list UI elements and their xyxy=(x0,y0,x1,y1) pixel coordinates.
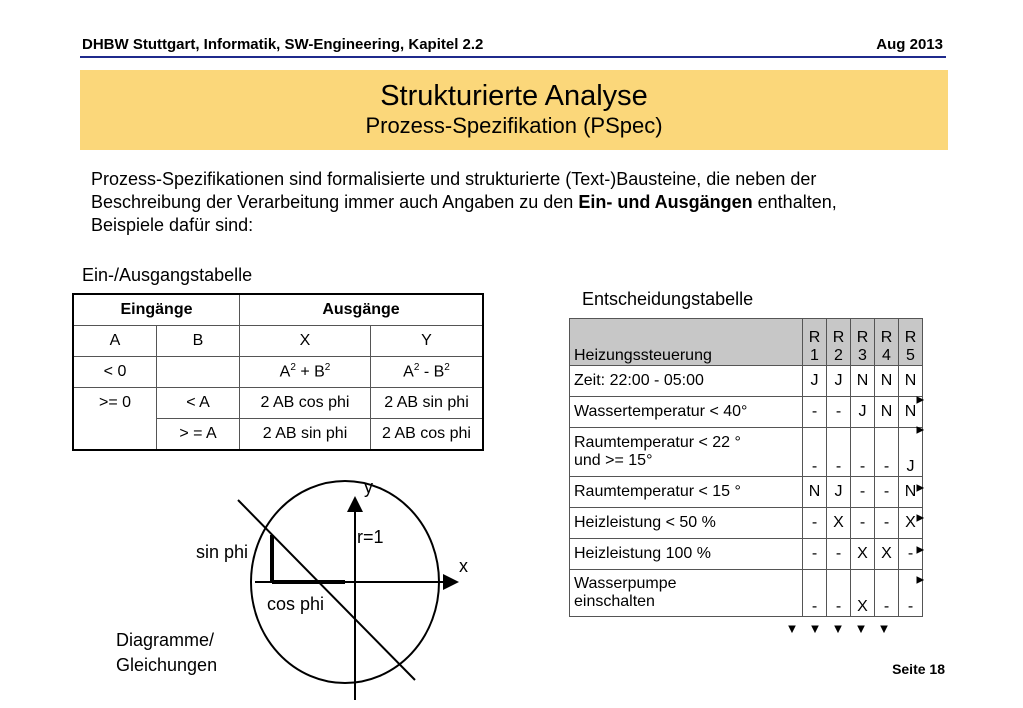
rule-cell: X xyxy=(827,508,851,539)
slide-title: Strukturierte Analyse xyxy=(380,80,648,112)
io-cell: < A xyxy=(157,388,240,419)
io-cell-formula-x: $A^2 + B^2$ xyxy=(240,357,371,388)
rule-cell: X xyxy=(851,570,875,617)
page-number: Seite 18 xyxy=(892,661,945,677)
diagram-caption-1: Diagramme/ xyxy=(116,630,215,650)
action-label: Heizleistung 100 % xyxy=(570,539,803,570)
rule-cell: - xyxy=(875,508,899,539)
rule-cell: N xyxy=(875,397,899,428)
arrow-down-icon xyxy=(789,626,795,632)
rule-cell: - xyxy=(827,570,851,617)
rule-header: R 4 xyxy=(875,319,899,366)
arrow-right-icon xyxy=(917,515,923,521)
io-cell: >= 0 xyxy=(73,388,157,451)
condition-label: Raumtemperatur < 15 ° xyxy=(570,477,803,508)
arrow-down-icon xyxy=(858,626,864,632)
rule-cell: - xyxy=(851,428,875,477)
rule-cell: J xyxy=(899,428,923,477)
rule-cell: X xyxy=(899,508,923,539)
cos-label: cos phi xyxy=(267,594,325,614)
rule-cell: - xyxy=(803,428,827,477)
rule-header: R 3 xyxy=(851,319,875,366)
rule-cell: - xyxy=(803,570,827,617)
io-cell: > = A xyxy=(157,419,240,451)
rule-header: R 2 xyxy=(827,319,851,366)
rule-cell: X xyxy=(875,539,899,570)
io-col-x: X xyxy=(240,326,371,357)
x-axis-label: x xyxy=(459,556,468,576)
rule-cell: - xyxy=(803,397,827,428)
condition-label: Zeit: 22:00 - 05:00 xyxy=(570,366,803,397)
rule-cell: J xyxy=(851,397,875,428)
rule-cell: N xyxy=(899,366,923,397)
header-date: Aug 2013 xyxy=(876,36,943,53)
slide-subtitle: Prozess-Spezifikation (PSpec) xyxy=(365,113,663,138)
diagram-caption-2: Gleichungen xyxy=(116,655,218,675)
rule-cell: - xyxy=(899,539,923,570)
rule-cell: - xyxy=(827,428,851,477)
condition-label: Raumtemperatur < 22 ° und >= 15° xyxy=(570,428,803,477)
arrow-right-icon xyxy=(917,485,923,491)
rule-cell: N xyxy=(899,397,923,428)
rule-cell: - xyxy=(851,477,875,508)
rule-cell: N xyxy=(875,366,899,397)
action-label: Heizleistung < 50 % xyxy=(570,508,803,539)
rule-cell: N xyxy=(803,477,827,508)
io-header-outputs: Ausgänge xyxy=(240,294,484,326)
rule-cell: J xyxy=(827,477,851,508)
rule-cell: - xyxy=(875,477,899,508)
io-header-inputs: Eingänge xyxy=(73,294,240,326)
rule-cell: - xyxy=(899,570,923,617)
header-course: DHBW Stuttgart, Informatik, SW-Engineering, Kapitel 2.2 xyxy=(82,36,484,53)
rule-cell: - xyxy=(827,397,851,428)
io-cell: 2 AB cos phi xyxy=(371,419,484,451)
arrow-right-icon xyxy=(917,577,923,583)
sin-label: sin phi xyxy=(196,542,249,562)
decision-table-label: Entscheidungstabelle xyxy=(582,289,754,309)
io-col-a: A xyxy=(73,326,157,357)
arrow-down-icon xyxy=(812,626,818,632)
rule-cell: J xyxy=(803,366,827,397)
rule-cell: - xyxy=(851,508,875,539)
radius-label: r=1 xyxy=(357,527,384,547)
rule-cell: - xyxy=(875,428,899,477)
io-cell: 2 AB cos phi xyxy=(240,388,371,419)
rule-cell: X xyxy=(851,539,875,570)
rule-header: R 1 xyxy=(803,319,827,366)
arrow-right-icon xyxy=(917,547,923,553)
rule-cell: N xyxy=(851,366,875,397)
y-axis-label: y xyxy=(364,477,373,497)
io-cell: 2 AB sin phi xyxy=(371,388,484,419)
io-cell: 2 AB sin phi xyxy=(240,419,371,451)
rule-cell: - xyxy=(803,508,827,539)
rule-cell: J xyxy=(827,366,851,397)
arrow-right-icon xyxy=(917,397,923,403)
io-cell-formula-y: $A^2 - B^2$ xyxy=(371,357,484,388)
arrow-right-icon xyxy=(917,427,923,433)
rule-cell: N xyxy=(899,477,923,508)
rule-cell: - xyxy=(827,539,851,570)
intro-bold: Ein- und Ausgängen xyxy=(578,192,753,212)
rule-cell: - xyxy=(875,570,899,617)
arrow-down-icon xyxy=(881,626,887,632)
intro-part1: Prozess-Spezifikationen sind formalisierte und strukturierte (Text-)Bausteine, die neben der Beschreibung der Verarbeitung immer auch Angaben zu den xyxy=(91,169,817,212)
intro-part2: enthalten, Beispiele dafür sind: xyxy=(91,192,837,235)
rule-header: R 5 xyxy=(899,319,923,366)
io-cell: < 0 xyxy=(73,357,157,388)
rule-cell: - xyxy=(803,539,827,570)
arrow-down-icon xyxy=(835,626,841,632)
condition-label: Wassertemperatur < 40° xyxy=(570,397,803,428)
io-table-label: Ein-/Ausgangstabelle xyxy=(82,265,253,285)
action-label: Wasserpumpe einschalten xyxy=(570,570,803,617)
io-col-y: Y xyxy=(371,326,484,357)
decision-header-title: Heizungssteuerung xyxy=(570,319,803,366)
io-col-b: B xyxy=(157,326,240,357)
